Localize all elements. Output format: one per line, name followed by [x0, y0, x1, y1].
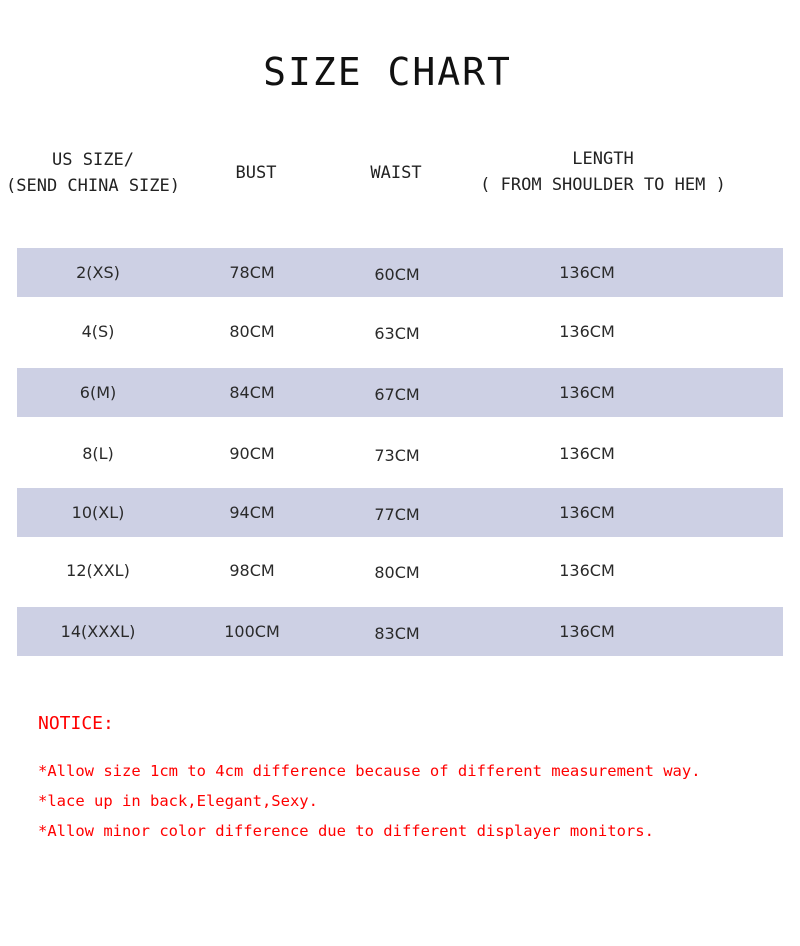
notice-line: *Allow minor color difference due to different displayer monitors. [38, 822, 654, 840]
header-bust: BUST [235, 163, 277, 183]
cell-bust: 90CM [229, 444, 275, 463]
table-row [17, 248, 783, 297]
table-row [17, 307, 783, 356]
cell-size: 2(XS) [76, 263, 120, 282]
cell-waist: 83CM [374, 624, 420, 643]
notice-line: *lace up in back,Elegant,Sexy. [38, 792, 318, 810]
cell-bust: 98CM [229, 561, 275, 580]
cell-size: 8(L) [82, 444, 114, 463]
page-title: SIZE CHART [263, 50, 512, 94]
cell-length: 136CM [559, 561, 615, 580]
header-us-size-line2: (SEND CHINA SIZE) [6, 176, 180, 196]
table-row [17, 546, 783, 595]
notice-heading: NOTICE: [38, 713, 114, 734]
cell-size: 12(XXL) [66, 561, 130, 580]
cell-size: 10(XL) [71, 503, 125, 522]
cell-size: 6(M) [79, 383, 117, 402]
cell-bust: 78CM [229, 263, 275, 282]
cell-length: 136CM [559, 263, 615, 282]
cell-waist: 63CM [374, 324, 420, 343]
header-us-size [0, 147, 186, 199]
cell-bust: 80CM [229, 322, 275, 341]
cell-length: 136CM [559, 322, 615, 341]
cell-length: 136CM [559, 383, 615, 402]
cell-bust: 100CM [224, 622, 280, 641]
notice-line: *Allow size 1cm to 4cm difference because of different measurement way. [38, 762, 701, 780]
table-row [17, 368, 783, 417]
header-waist: WAIST [370, 163, 422, 183]
cell-waist: 60CM [374, 265, 420, 284]
cell-bust: 84CM [229, 383, 275, 402]
header-us-size-line1: US SIZE/ [52, 150, 134, 170]
cell-length: 136CM [559, 444, 615, 463]
cell-size: 4(S) [81, 322, 115, 341]
header-length-line2: ( FROM SHOULDER TO HEM ) [480, 175, 726, 195]
cell-bust: 94CM [229, 503, 275, 522]
table-row [17, 429, 783, 478]
table-row [17, 607, 783, 656]
header-length [468, 146, 738, 198]
table-row [17, 488, 783, 537]
cell-length: 136CM [559, 622, 615, 641]
cell-waist: 80CM [374, 563, 420, 582]
header-length-line1: LENGTH [572, 149, 634, 169]
cell-size: 14(XXXL) [60, 622, 136, 641]
cell-waist: 67CM [374, 385, 420, 404]
cell-waist: 73CM [374, 446, 420, 465]
cell-length: 136CM [559, 503, 615, 522]
cell-waist: 77CM [374, 505, 420, 524]
